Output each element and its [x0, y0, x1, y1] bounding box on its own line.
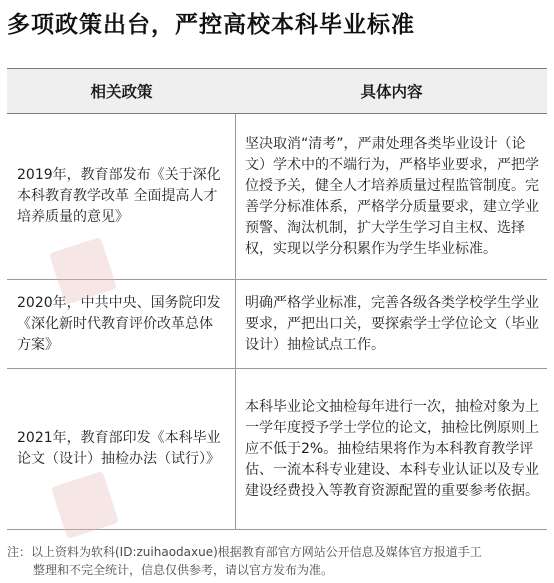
policy-cell [7, 280, 236, 368]
policy-cell [7, 114, 236, 279]
content-text: 本科毕业论文抽检每年进行一次，抽检对象为上一学年度授予学士学位的论文，抽检比例原则上应不低于2%。抽检结果将作为本科教育教学评估、一流本科专业建设、本科专业认证以及专业建设经费投入等教育资源配置的重要参考依据。 [245, 398, 539, 499]
policy-cell [7, 369, 236, 529]
content-cell [236, 280, 547, 368]
policy-text: 2019年，教育部发布《关于深化本科教育教学改革 全面提高人才培养质量的意见》 [17, 167, 221, 225]
header-policy: 相关政策 [90, 83, 153, 101]
policy-text: 2020年，中共中央、国务院印发《深化新时代教育评价改革总体方案》 [17, 294, 221, 353]
footnote [7, 543, 547, 579]
content-text: 坚决取消“清考”，严肃处理各类毕业设计（论文）学术中的不端行为，严格毕业要求，严把学位授予关，健全人才培养质量过程监管制度。完善学分标准体系，严格学分质量要求，建立学业预警、淘汰机制，扩大学生学习自主权、选择权，实现以学分积累作为学生毕业标准。 [245, 135, 539, 257]
footnote-line-1: 注：以上资料为软科(ID:zuihaodaxue)根据教育部官方网站公开信息及媒体官方报道手工 [7, 545, 482, 559]
table-header [7, 69, 547, 114]
content-text: 明确严格学业标准，完善各级各类学校学生学业要求，严把出口关，要探索学士学位论文（毕业设计）抽检试点工作。 [245, 294, 539, 353]
content-cell [236, 369, 547, 529]
header-content: 具体内容 [360, 83, 423, 101]
policy-table [7, 68, 547, 530]
content-cell [236, 114, 547, 279]
footnote-line-2: 整理和不完全统计，信息仅供参考，请以官方发布为准。 [33, 563, 334, 577]
policy-text: 2021年，教育部印发《本科毕业论文（设计）抽检办法（试行）》 [17, 430, 221, 467]
page-title: 多项政策出台，严控高校本科毕业标准 [7, 12, 415, 38]
